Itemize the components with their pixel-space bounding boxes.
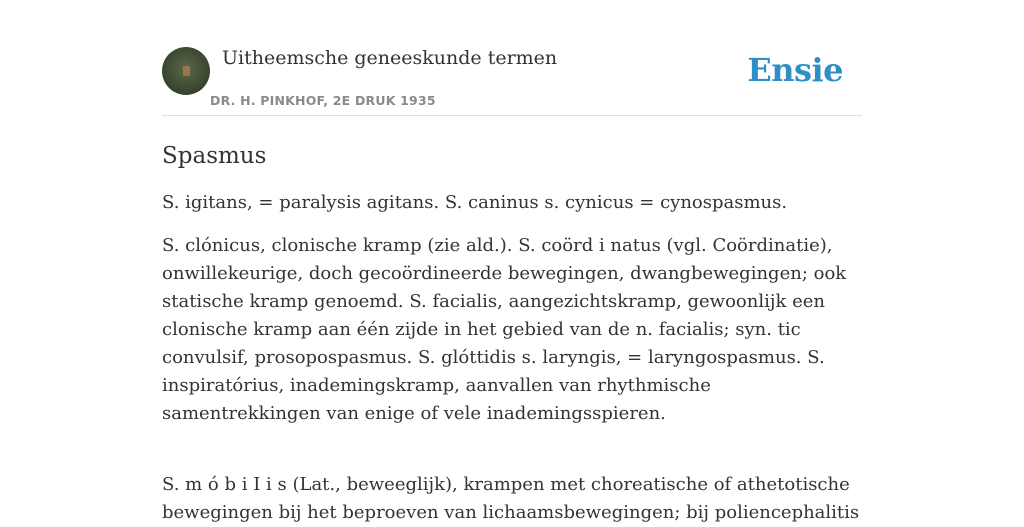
header xyxy=(162,46,862,116)
paragraph-gap xyxy=(162,428,862,456)
page xyxy=(162,0,862,527)
article-paragraph: S. igitans, = paralysis agitans. S. caninus s. cynicus = cynospasmus. xyxy=(162,192,788,213)
ensie-logo[interactable]: Ensie xyxy=(747,51,843,89)
book-cover-avatar[interactable] xyxy=(162,47,210,95)
article-paragraph: S. m ó b i I i s (Lat., beweeglijk), krampen met choreatische of athetotische bewegingen bij het beproeven van lichaamsbewegingen; bij poliencephalitis xyxy=(162,474,860,523)
article-paragraph: S. clónicus, clonische kramp (zie ald.). S. coörd i natus (vgl. Coördinatie), onwillekeurige, doch gecoördineerde bewegingen, dwangbewegingen; ook statische kramp genoemd. S. facialis, aangezichtskramp, gewoonlijk een clonische kramp aan één zijde in het gebied van de n. facialis; syn. tic convulsif, prosopospasmus. S. glóttidis s. laryngis, = laryngospasmus. S. inspiratórius, inademingskramp, aanvallen van rhythmische samentrekkingen van enige of vele inademingsspieren. xyxy=(162,235,847,424)
book-icon xyxy=(183,66,190,76)
book-title[interactable]: Uitheemsche geneeskunde termen xyxy=(222,47,558,69)
article-title: Spasmus xyxy=(162,143,267,169)
book-author: DR. H. PINKHOF, 2E DRUK 1935 xyxy=(210,93,436,108)
